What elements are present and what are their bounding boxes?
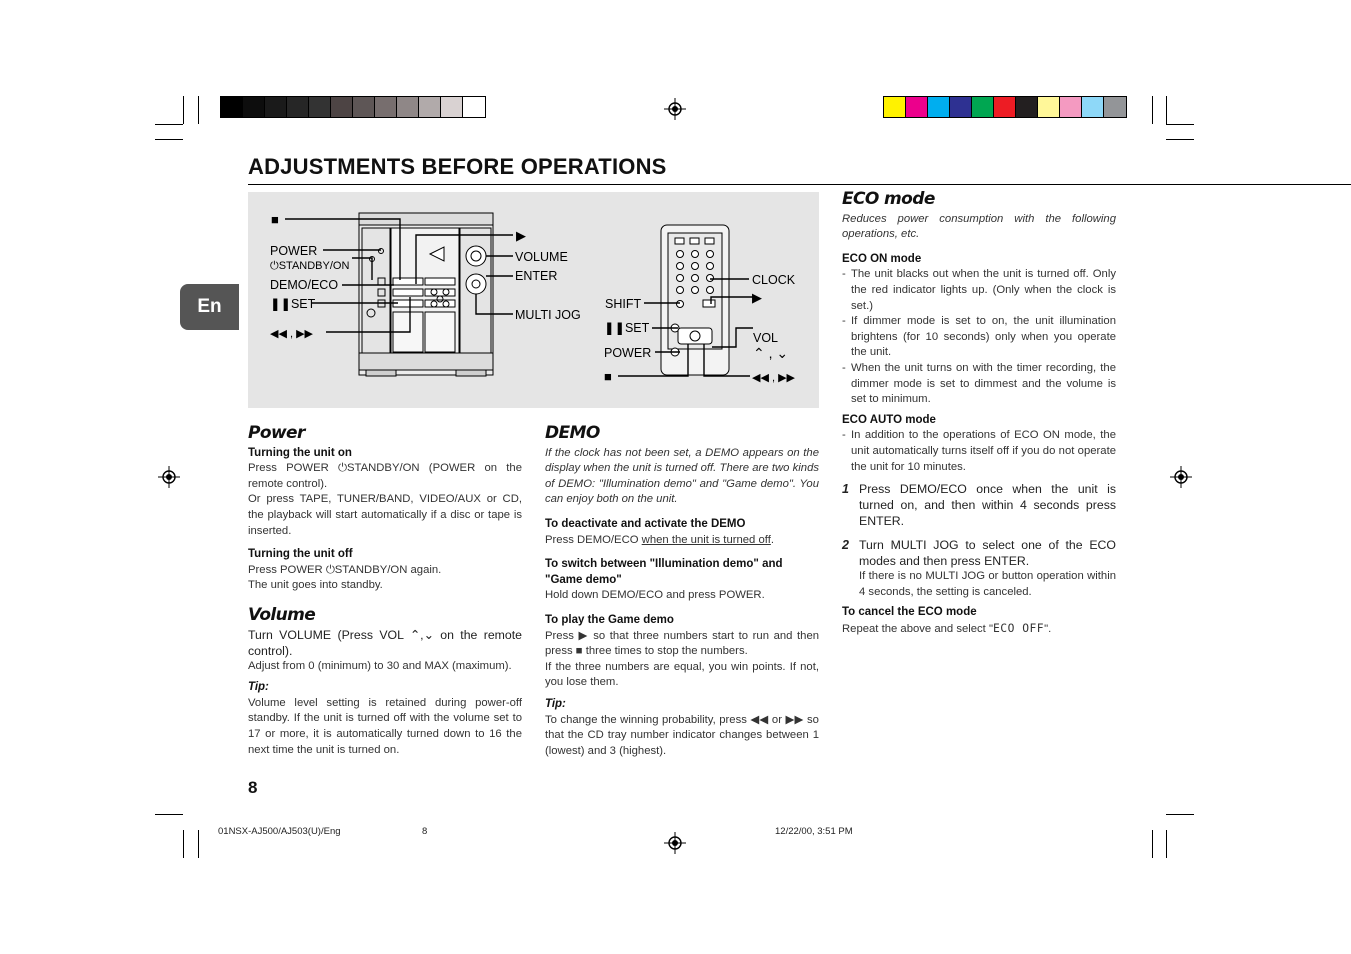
color-swatch <box>884 97 906 117</box>
eco-intro: Reduces power consumption with the following operations, etc. <box>842 212 1116 241</box>
color-swatch <box>1060 97 1082 117</box>
eco-auto-item: - In addition to the operations of ECO ON mode, the unit automatically turns itself off if you do not operate the unit for 10 minutes. <box>842 428 1116 475</box>
gray-calibration-bar <box>220 96 486 118</box>
color-swatch <box>1104 97 1126 117</box>
eco-on-item: - The unit blacks out when the unit is turned off. Only the red indicator lights up. (Only when the clock is set.) <box>842 267 1116 314</box>
column-demo <box>545 423 820 759</box>
crop-mark <box>1166 96 1167 124</box>
color-swatch <box>419 97 441 117</box>
footer-file: 01NSX-AJ500/AJ503(U)/Eng <box>218 826 341 837</box>
color-swatch <box>287 97 309 117</box>
volume-tip-text: Volume level setting is retained during power-off standby. If the unit is turned off with the volume set to 17 or more, it is automatically turned down to 16 the next time the unit is turned on. <box>248 696 522 756</box>
registration-mark-icon <box>158 466 180 488</box>
game-text-2: If the three numbers are equal, you win points. If not, you lose them. <box>545 660 819 689</box>
color-swatch <box>331 97 353 117</box>
eco-heading: ECO mode <box>842 189 935 209</box>
vol-arrows-label: ⌃ , ⌄ <box>753 345 789 361</box>
game-subheading: To play the Game demo <box>545 613 674 626</box>
color-swatch <box>353 97 375 117</box>
remote-play-label: ▶ <box>752 290 762 305</box>
demo-tip-label: Tip: <box>545 697 566 710</box>
crop-mark <box>198 96 199 124</box>
crop-mark <box>1166 830 1167 858</box>
color-swatch <box>994 97 1016 117</box>
volume-text-1: Turn VOLUME (Press VOL ⌃,⌄ on the remote control). <box>248 627 522 658</box>
game-text-1: Press ▶ so that three numbers start to run and then press ■ three times to stop the numbers. <box>545 629 820 658</box>
demo-eco-label: DEMO/ECO <box>270 278 339 292</box>
remote-power-label: POWER <box>604 346 652 360</box>
lcd-eco-off: ECO OFF <box>992 621 1045 635</box>
volume-label: VOLUME <box>515 250 568 264</box>
page-number: 8 <box>248 778 258 797</box>
switch-subheading: To switch between "Illumination demo" and "Game demo" <box>545 558 783 586</box>
eco-cancel-subheading: To cancel the ECO mode <box>842 606 977 619</box>
color-swatch <box>1016 97 1038 117</box>
rewind-icon: ◀◀ <box>750 713 769 726</box>
color-swatch <box>1038 97 1060 117</box>
registration-mark-icon <box>664 98 686 120</box>
turning-on-text-1: Press POWER ⏻STANDBY/ON (POWER on the remote control). <box>248 462 522 490</box>
play-label: ▶ <box>516 228 526 243</box>
crop-mark <box>155 139 183 140</box>
skip-label: ◀◀ , ▶▶ <box>270 328 314 340</box>
eco-on-item: - When the unit turns on with the timer recording, the dimmer mode is set to dimmest and the volume is set to minimum. <box>842 361 1116 408</box>
column-power-volume <box>248 423 522 758</box>
eco-step-1: 1 Press DEMO/ECO once when the unit is turned on, and then within 4 seconds press ENTER. <box>842 482 1116 529</box>
standby-label: ⏻STANDBY/ON <box>270 260 350 272</box>
crop-mark <box>1166 814 1194 815</box>
color-swatch <box>906 97 928 117</box>
language-tab: En <box>180 284 239 330</box>
color-swatch <box>950 97 972 117</box>
registration-mark-icon <box>1170 466 1192 488</box>
enter-label: ENTER <box>515 269 558 283</box>
color-swatch <box>265 97 287 117</box>
switch-text: Hold down DEMO/ECO and press POWER. <box>545 589 765 602</box>
demo-heading: DEMO <box>545 423 600 443</box>
vol-label: VOL <box>753 331 779 345</box>
eco-auto-subheading: ECO AUTO mode <box>842 413 936 426</box>
volume-text-2: Adjust from 0 (minimum) to 30 and MAX (maximum). <box>248 659 512 672</box>
eco-on-item: - If dimmer mode is set to on, the unit illumination brightens (for 10 seconds) only when you operate the unit. <box>842 314 1116 361</box>
play-icon: ▶ <box>578 629 589 642</box>
color-swatch <box>1082 97 1104 117</box>
crop-mark <box>183 96 184 124</box>
color-swatch <box>972 97 994 117</box>
volume-heading: Volume <box>248 604 316 625</box>
clock-label: CLOCK <box>752 273 796 287</box>
fast-forward-icon: ▶▶ <box>785 713 804 726</box>
color-swatch <box>243 97 265 117</box>
turning-on-subheading: Turning the unit on <box>248 446 352 459</box>
color-swatch <box>463 97 485 117</box>
multi-jog-label: MULTI JOG <box>515 308 581 322</box>
power-label: POWER <box>270 244 318 258</box>
crop-mark <box>155 124 183 125</box>
footer-page: 8 <box>422 826 428 837</box>
power-heading: Power <box>248 423 305 443</box>
stop-icon: ■ <box>575 645 583 658</box>
color-swatch <box>375 97 397 117</box>
demo-intro: If the clock has not been set, a DEMO appears on the display when the unit is turned off. There are two kinds of DEMO: "Illumination demo" and "Game demo". You can enjoy both on the unit. <box>545 446 819 506</box>
set-label: ❚❚SET <box>270 297 316 311</box>
crop-mark <box>198 830 199 858</box>
stop-label: ■ <box>271 212 279 227</box>
crop-mark <box>1166 124 1194 125</box>
deactivate-text: Press DEMO/ECO when the unit is turned off. <box>545 533 774 546</box>
controls-diagram <box>248 192 819 408</box>
turning-off-subheading: Turning the unit off <box>248 548 353 561</box>
shift-label: SHIFT <box>605 297 642 311</box>
remote-stop-label: ■ <box>604 369 612 384</box>
crop-mark <box>1152 830 1153 858</box>
color-swatch <box>397 97 419 117</box>
column-eco <box>842 189 1116 637</box>
crop-mark <box>1166 139 1194 140</box>
turning-on-text-2: Or press TAPE, TUNER/BAND, VIDEO/AUX or CD, the playback will start automatically if a disc or tape is inserted. <box>248 493 522 537</box>
remote-skip-label: ◀◀ , ▶▶ <box>752 372 796 384</box>
footer-timestamp: 12/22/00, 3:51 PM <box>775 826 853 837</box>
registration-mark-icon <box>664 832 686 854</box>
crop-mark <box>183 830 184 858</box>
stereo-unit-illustration <box>359 213 493 376</box>
crop-mark <box>155 814 183 815</box>
turning-off-text-2: The unit goes into standby. <box>248 579 383 592</box>
volume-tip-label: Tip: <box>248 681 269 694</box>
color-swatch <box>928 97 950 117</box>
title-rule <box>248 184 1351 185</box>
color-calibration-bar <box>883 96 1127 118</box>
eco-on-subheading: ECO ON mode <box>842 252 922 265</box>
eco-step-2: 2 Turn MULTI JOG to select one of the ECO modes and then press ENTER. If there is no MULTI JOG or button operation within 4 seconds, the setting is canceled. <box>842 538 1116 598</box>
crop-mark <box>1152 96 1153 124</box>
color-swatch <box>441 97 463 117</box>
eco-cancel-text: Repeat the above and select "ECO OFF". <box>842 621 1052 635</box>
turning-off-text-1: Press POWER ⏻STANDBY/ON again. <box>248 563 442 576</box>
demo-tip-text: To change the winning probability, press ◀◀ or ▶▶ so that the CD tray number indicator changes between 1 (lowest) and 3 (highest). <box>545 713 819 757</box>
color-swatch <box>221 97 243 117</box>
deactivate-subheading: To deactivate and activate the DEMO <box>545 517 746 530</box>
page-title: ADJUSTMENTS BEFORE OPERATIONS <box>248 154 667 179</box>
remote-set-label: ❚❚SET <box>604 321 650 335</box>
color-swatch <box>309 97 331 117</box>
